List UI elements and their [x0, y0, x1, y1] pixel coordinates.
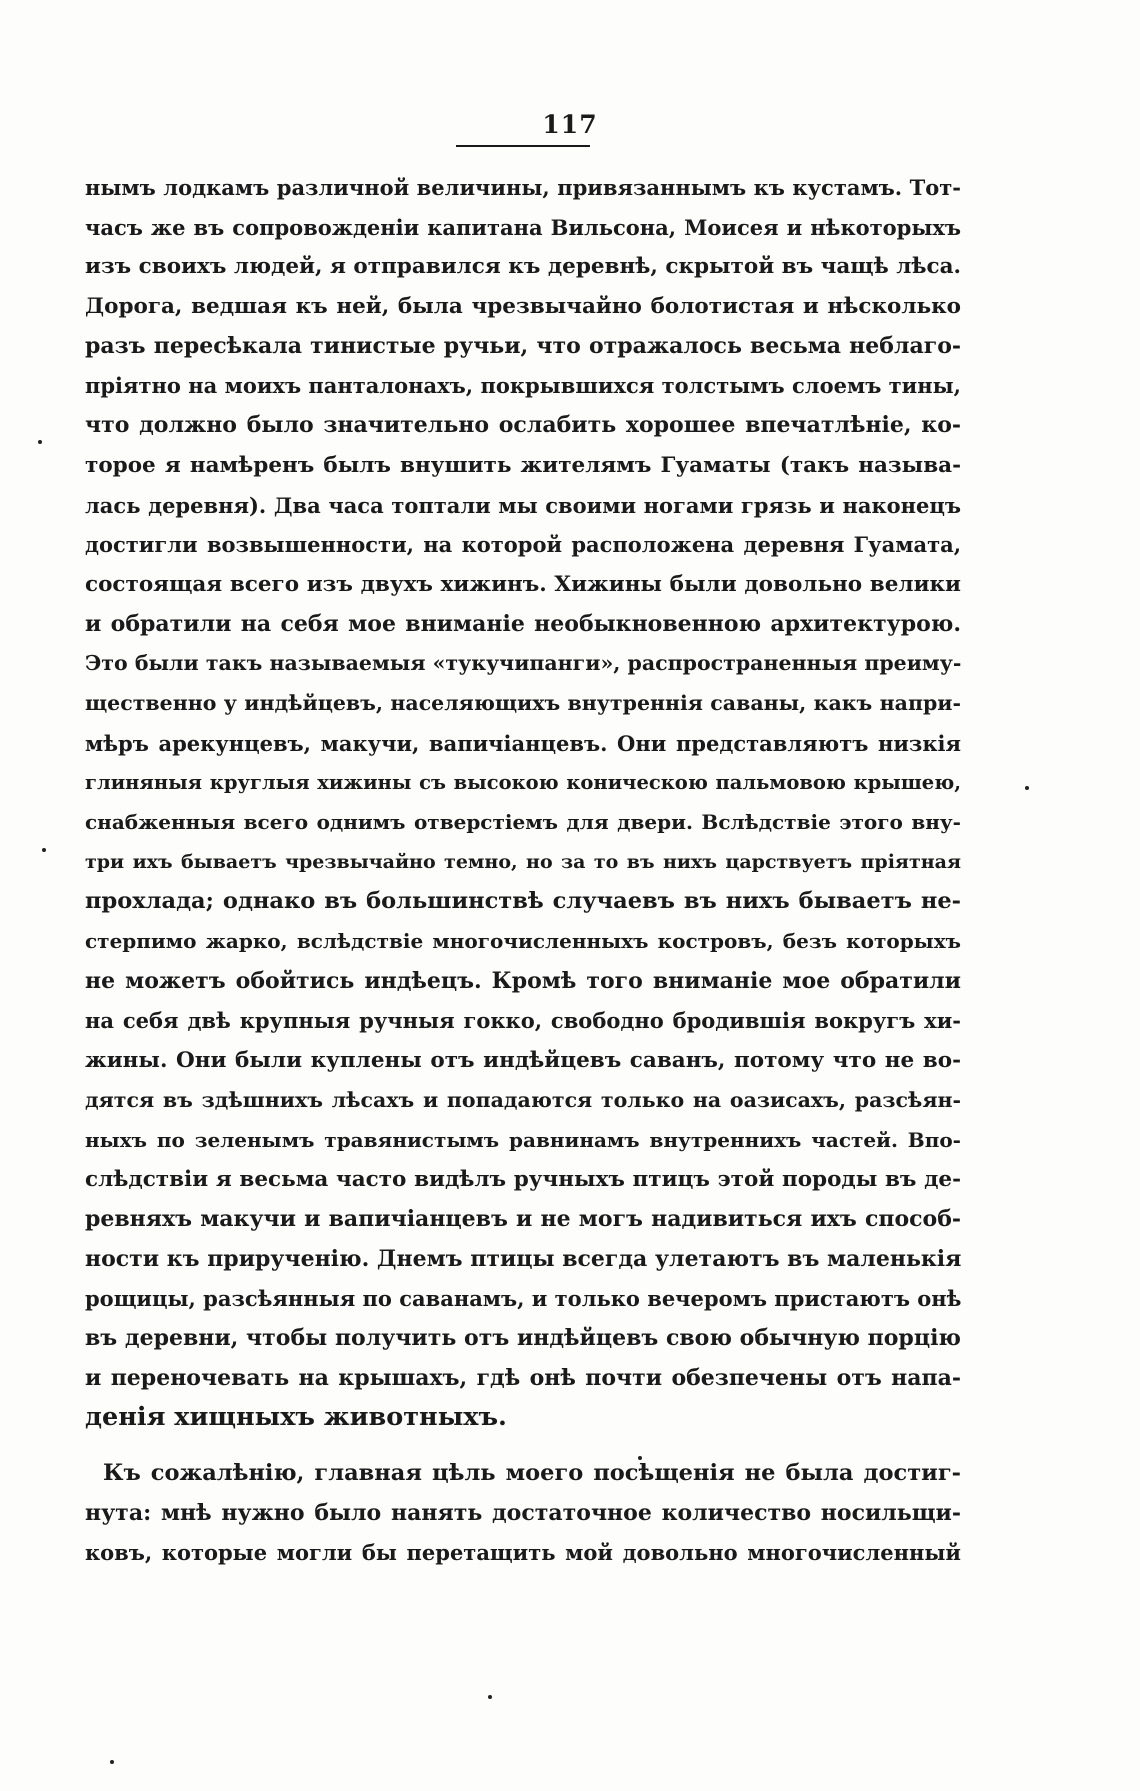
text-line: разъ пересѣкала тинистые ручьи, что отражалось весьма неблаго-: [85, 332, 961, 359]
text-line: изъ своихъ людей, я отправился къ деревнѣ, скрытой въ чащѣ лѣса.: [85, 254, 961, 280]
page-number: 117: [542, 110, 598, 139]
text-line: ковъ, которые могли бы перетащить мой довольно многочисленный: [85, 1540, 961, 1566]
text-line: глиняныя круглыя хижины съ высокою коническою пальмовою крышею,: [85, 771, 961, 795]
text-line: ревняхъ макучи и вапичіанцевъ и не могъ надивиться ихъ способ-: [85, 1205, 961, 1232]
text-line: слѣдствіи я весьма часто видѣлъ ручныхъ птицъ этой породы въ де-: [85, 1167, 961, 1193]
print-speck: [1025, 786, 1029, 790]
text-line: Дорога, ведшая къ ней, была чрезвычайно болотистая и нѣсколько: [85, 294, 961, 320]
text-line: на себя двѣ крупныя ручныя гокко, свободно бродившія вокругъ хи-: [85, 1008, 961, 1034]
print-speck: [110, 1760, 114, 1764]
text-line: прохлада; однако въ большинствѣ случаевъ въ нихъ бываетъ не-: [85, 888, 961, 915]
text-line: и обратили на себя мое вниманіе необыкновенною архитектурою.: [85, 610, 961, 637]
text-line: нымъ лодкамъ различной величины, привязаннымъ къ кустамъ. Тот-: [85, 175, 961, 200]
text-line: ныхъ по зеленымъ травянистымъ равнинамъ внутреннихъ частей. Впо-: [85, 1127, 961, 1152]
text-line: состоящая всего изъ двухъ хижинъ. Хижины были довольно велики: [85, 571, 961, 597]
text-line: снабженныя всего однимъ отверстіемъ для двери. Вслѣдствіе этого вну-: [85, 810, 961, 834]
text-line: мѣръ арекунцевъ, макучи, вапичіанцевъ. Они представляютъ низкія: [85, 730, 961, 756]
body-text: [85, 168, 961, 1573]
text-line: нута: мнѣ нужно было нанять достаточное количество носильщи-: [85, 1499, 961, 1526]
text-line: дятся въ здѣшнихъ лѣсахъ и попадаются только на оазисахъ, разсѣян-: [85, 1087, 961, 1112]
text-line: Это были такъ называемыя «тукучипанги», распространенныя преиму-: [85, 651, 961, 676]
text-line: денія хищныхъ животныхъ.: [85, 1402, 507, 1433]
text-line: ности къ прирученію. Днемъ птицы всегда улетаютъ въ маленькія: [85, 1245, 961, 1272]
text-line: щественно у индѣйцевъ, населяющихъ внутреннія саваны, какъ напри-: [85, 690, 961, 715]
text-line: лась деревня). Два часа топтали мы своими ногами грязь и наконецъ: [85, 492, 961, 518]
text-line: часъ же въ сопровожденіи капитана Вильсона, Моисея и нѣкоторыхъ: [85, 214, 961, 240]
text-line: и переночевать на крышахъ, гдѣ онѣ почти обезпечены отъ напа-: [85, 1364, 961, 1391]
print-speck: [488, 1695, 492, 1699]
print-speck: [38, 440, 42, 444]
paragraph-2: [85, 1454, 961, 1573]
text-line: пріятно на моихъ панталонахъ, покрывшихся толстымъ слоемъ тины,: [85, 373, 961, 399]
print-speck: [638, 1456, 642, 1460]
text-line: достигли возвышенности, на которой расположена деревня Гуамата,: [85, 532, 961, 558]
print-speck: [42, 848, 46, 852]
text-line: жины. Они были куплены отъ индѣйцевъ саванъ, потому что не во-: [85, 1048, 961, 1074]
text-line: въ деревни, чтобы получить отъ индѣйцевъ свою обычную порцію: [85, 1324, 961, 1351]
text-line: не можетъ обойтись индѣецъ. Кромѣ того вниманіе мое обратили: [85, 967, 961, 994]
text-line: рощицы, разсѣянныя по саванамъ, и только вечеромъ пристаютъ онѣ: [85, 1286, 961, 1312]
text-line: три ихъ бываетъ чрезвычайно темно, но за то въ нихъ царствуетъ пріятная: [85, 850, 961, 873]
paragraph-1: [85, 168, 961, 1438]
text-line: Къ сожалѣнію, главная цѣль моего посѣщенія не была достиг-: [103, 1460, 961, 1486]
paragraph-gap: [85, 1438, 961, 1454]
text-line: стерпимо жарко, вслѣдствіе многочисленныхъ костровъ, безъ которыхъ: [85, 929, 961, 954]
header-rule: [456, 145, 590, 147]
text-line: что должно было значительно ослабить хорошее впечатлѣніе, ко-: [85, 412, 961, 439]
text-line: торое я намѣренъ былъ внушить жителямъ Гуаматы (такъ называ-: [85, 452, 961, 478]
